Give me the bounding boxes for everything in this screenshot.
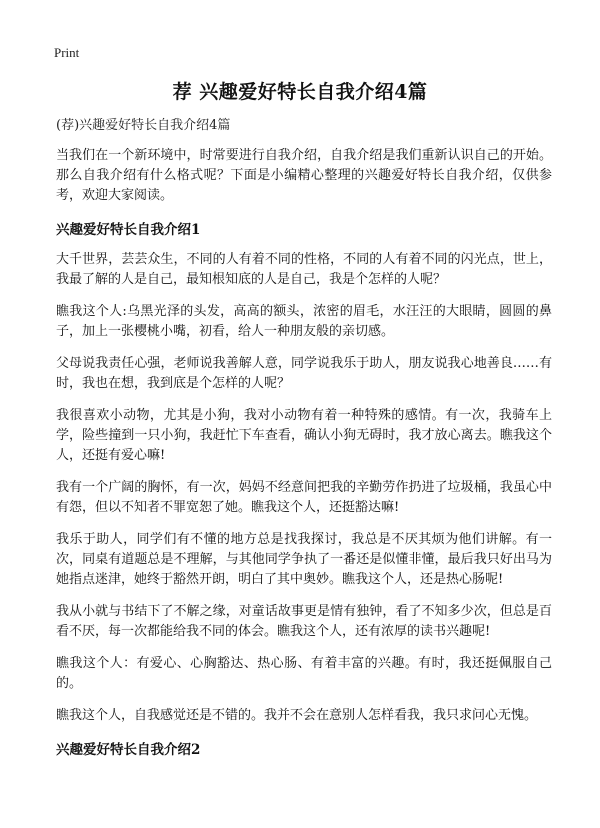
paragraph: 父母说我责任心强，老师说我善解人意，同学说我乐于助人，朋友说我心地善良……有时，我也在想，我到底是个怎样的人呢？ <box>56 356 552 391</box>
intro-paragraph: 当我们在一个新环境中，时常要进行自我介绍，自我介绍是我们重新认识自己的开始。那么自我介绍有什么格式呢？下面是小编精心整理的兴趣爱好特长自我介绍，仅供参考，欢迎大家阅读。 <box>56 148 552 203</box>
document-subtitle: (荐)兴趣爱好特长自我介绍4篇 <box>56 118 231 133</box>
paragraph: 瞧我这个人:乌黑光泽的头发，高高的额头，浓密的眉毛，水汪汪的大眼睛，圆圆的鼻子，加上一张樱桃小嘴，初看，给人一种朋友般的亲切感。 <box>56 304 552 339</box>
paragraph: 我乐于助人，同学们有不懂的地方总是找我探讨，我总是不厌其烦为他们讲解。有一次，同桌有道题总是不理解，与其他同学争执了一番还是似懂非懂，最后我只好出马为她指点迷津，她终于豁然开朗，明白了其中奥妙。瞧我这个人，还是热心肠呢! <box>56 532 552 587</box>
paragraph: 瞧我这个人，自我感觉还是不错的。我并不会在意别人怎样看我，我只求问心无愧。 <box>56 708 538 723</box>
paragraph: 我很喜欢小动物，尤其是小狗，我对小动物有着一种特殊的感情。有一次，我骑车上学，险些撞到一只小狗，我赶忙下车查看，确认小狗无碍时，我才放心离去。瞧我这个人，还挺有爱心嘛! <box>56 408 552 463</box>
paragraph: 大千世界，芸芸众生，不同的人有着不同的性格，不同的人有着不同的闪光点，世上，我最了解的人是自己，最知根知底的人是自己，我是个怎样的人呢？ <box>56 252 552 287</box>
section-heading-1: 兴趣爱好特长自我介绍1 <box>56 222 201 238</box>
paragraph: 我有一个广阔的胸怀，有一次，妈妈不经意间把我的辛勤劳作扔进了垃圾桶，我虽心中有怨，但以不知者不罪宽恕了她。瞧我这个人，还挺豁达嘛! <box>56 480 552 515</box>
print-link[interactable]: Print <box>54 45 80 60</box>
section-heading-2: 兴趣爱好特长自我介绍2 <box>56 742 201 758</box>
article-body <box>56 116 552 770</box>
paragraph: 瞧我这个人：有爱心、心胸豁达、热心肠、有着丰富的兴趣。有时，我还挺佩服自己的。 <box>56 656 552 691</box>
paragraph: 我从小就与书结下了不解之缘，对童话故事更是情有独钟，看了不知多少次，但总是百看不厌，每一次都能给我不同的体会。瞧我这个人，还有浓厚的读书兴趣呢! <box>56 604 552 639</box>
page-title: 荐 兴趣爱好特长自我介绍4篇 <box>172 81 428 103</box>
